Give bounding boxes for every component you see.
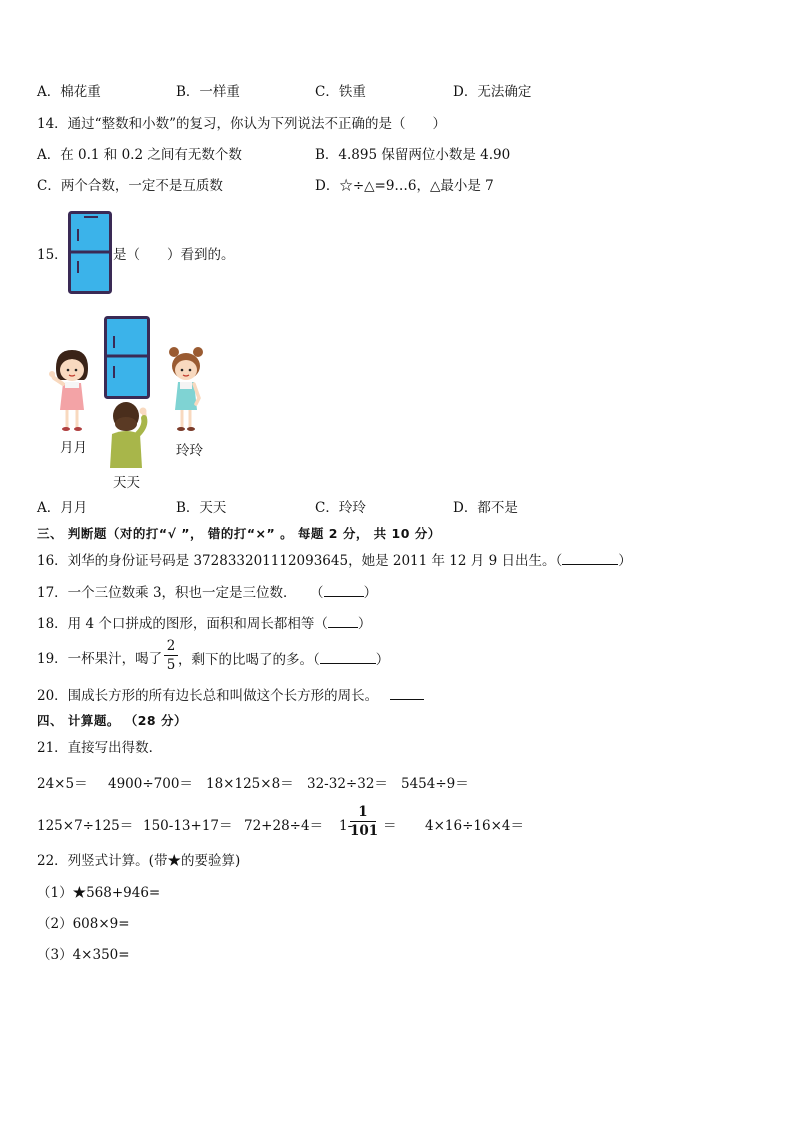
q22-item-3: （3）4×350= xyxy=(37,947,130,963)
q13-option-a: A．棉花重 xyxy=(37,84,101,100)
q17-stem: 17．一个三位数乘 3，积也一定是三位数． （ xyxy=(37,585,324,601)
q14-stem: 14．通过“整数和小数”的复习，你认为下列说法不正确的是（ ） xyxy=(37,116,446,132)
q22-item-2: （2）608×9= xyxy=(37,916,130,932)
q15-option-b: B．天天 xyxy=(176,500,227,516)
q21-expr-7: 150-13+17＝ xyxy=(143,818,233,834)
q17-answer-blank[interactable] xyxy=(324,583,364,597)
q20-text xyxy=(37,686,424,705)
q21-fraction-denominator: 101 xyxy=(350,823,379,839)
girl-lingling-figure xyxy=(166,346,206,432)
q16-stem: 16．刘华的身份证号码是 372833201112093645，她是 2011 年 12 月 9 日出生。（ xyxy=(37,553,563,569)
q15-option-c: C．玲玲 xyxy=(315,500,366,516)
q18-answer-blank[interactable] xyxy=(328,614,358,628)
q21-expr-5: 5454÷9＝ xyxy=(401,776,469,792)
q16-text xyxy=(37,551,632,570)
q14-option-a: A．在 0.1 和 0.2 之间有无数个数 xyxy=(37,147,242,163)
name-lingling: 玲玲 xyxy=(176,443,203,459)
q15-option-a: A．月月 xyxy=(37,500,88,516)
q21-fraction-numerator: 1 xyxy=(358,804,368,820)
q19-after: ，剩下的比喝了的多。（ xyxy=(178,652,320,668)
q15-stem: 是（ ）看到的。 xyxy=(113,247,235,263)
q16-close: ） xyxy=(618,553,632,569)
q22-item-1: （1）★568+946= xyxy=(37,885,161,901)
q18-close: ） xyxy=(357,616,372,632)
boy-tiantian-figure xyxy=(106,400,150,468)
q18-stem: 18．用 4 个口拼成的图形，面积和周长都相等（ xyxy=(37,616,328,632)
name-yueyue: 月月 xyxy=(60,440,87,456)
q13-option-b: B．一样重 xyxy=(176,84,240,100)
q19-before: 19．一杯果汁，喝了 xyxy=(37,651,163,667)
q20-stem: 20．围成长方形的所有边长总和叫做这个长方形的周长。 xyxy=(37,688,379,704)
q21-expr-1: 24×5＝ xyxy=(37,776,88,792)
q14-option-c: C．两个合数，一定不是互质数 xyxy=(37,178,223,194)
q17-text xyxy=(37,583,377,602)
q15-option-d: D．都不是 xyxy=(453,500,518,516)
q18-text xyxy=(37,614,371,633)
q19-answer-blank[interactable] xyxy=(320,650,376,664)
q22-stem: 22．列竖式计算。(带★的要验算) xyxy=(37,853,241,869)
q21-expr-9-prefix: 1- xyxy=(339,818,353,834)
q14-option-d: D．☆÷△=9…6，△最小是 7 xyxy=(315,178,494,194)
q21-expr-3: 18×125×8＝ xyxy=(206,776,294,792)
q21-expr-9-fraction xyxy=(350,804,379,839)
q19-close: ） xyxy=(375,652,390,668)
q13-option-d: D．无法确定 xyxy=(453,84,532,100)
section4-heading: 四、 计算题。 （28 分） xyxy=(37,713,187,728)
q14-option-b: B．4.895 保留两位小数是 4.90 xyxy=(315,147,511,163)
section3-heading: 三、 判断题（对的打“√ ”， 错的打“×” 。 每题 2 分， 共 10 分） xyxy=(37,526,441,541)
scene-fridge-icon xyxy=(104,316,150,399)
q20-answer-blank[interactable] xyxy=(390,686,424,700)
q21-stem: 21．直接写出得数． xyxy=(37,740,163,756)
q15-number: 15． xyxy=(37,247,68,263)
q19-numerator: 2 xyxy=(166,638,176,654)
q16-answer-blank[interactable] xyxy=(562,551,618,565)
q13-option-c: C．铁重 xyxy=(315,84,366,100)
q19-after-line xyxy=(178,650,389,669)
q21-expr-10: 4×16÷16×4＝ xyxy=(425,818,524,834)
q21-expr-4: 32-32÷32＝ xyxy=(307,776,388,792)
fridge-icon xyxy=(68,211,112,294)
q19-fraction xyxy=(164,638,178,673)
name-tiantian: 天天 xyxy=(113,475,140,491)
q21-expr-6: 125×7÷125＝ xyxy=(37,818,134,834)
q21-expr-8: 72+28÷4＝ xyxy=(244,818,324,834)
q21-expr-9-suffix: ＝ xyxy=(383,818,397,834)
q17-close: ） xyxy=(363,585,378,601)
q19-denominator: 5 xyxy=(166,657,176,673)
q21-expr-2: 4900÷700＝ xyxy=(108,776,193,792)
girl-yueyue-figure xyxy=(48,348,94,432)
